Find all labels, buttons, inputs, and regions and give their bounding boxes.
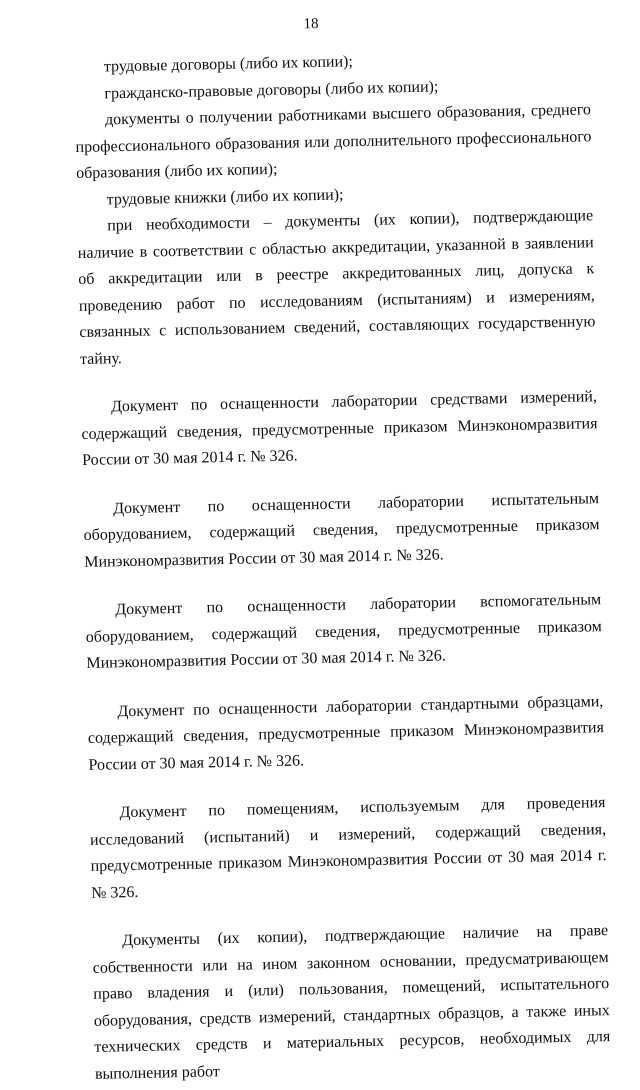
paragraph-ownership-documents: Документы (их копии), подтверждающие наличие на праве собственности или на ином законном основании, предусматривающем право владения и (или) пользования, помещений, испытательного оборудования, средств измерений, стандартных образцов, а также иных технических средств и материальных ресурсов, необходимых для выполнения работ [92, 922, 611, 1083]
paragraph-reference-materials: Документ по оснащенности лаборатории стандартными образцами, содержащий сведения, предусмотренные приказом Минэкономразвития России от 30 мая 2014 г. № 326. [87, 692, 605, 774]
document-body [74, 44, 612, 1088]
paragraph-civil-contracts: гражданско-правовые договоры (либо их копии); [104, 77, 439, 102]
paragraph-state-secret-clearance: при необходимости – документы (их копии), подтверждающие наличие в соответствии с областью аккредитации, указанной в заявлении об аккредитации или в реестре аккредитованных лиц, допуска к проведению работ по исследованиям (испытаниям) и измерениям, связанных с использованием сведений, составляющих государственную тайну. [77, 207, 596, 368]
paragraph-auxiliary-equipment: Документ по оснащенности лаборатории вспомогательным оборудованием, содержащий сведения, предусмотренные приказом Минэкономразвития России от 30 мая 2014 г. № 326. [85, 591, 602, 672]
paragraph-measuring-instruments: Документ по оснащенности лаборатории средствами измерений, содержащий сведения, предусмотренные приказом Минэкономразвития России от 30 мая 2014 г. № 326. [81, 388, 598, 469]
paragraph-work-books: трудовые книжки (либо их копии); [106, 185, 344, 208]
paragraph-testing-equipment: Документ по оснащенности лаборатории испытательным оборудованием, содержащий сведения, предусмотренные приказом Минэкономразвития России от 30 мая 2014 г. № 326. [83, 489, 600, 571]
page-number: 18 [303, 15, 319, 33]
paragraph-employment-contracts: трудовые договоры (либо их копии); [103, 53, 354, 76]
paragraph-premises: Документ по помещениям, используемым для проведения исследований (испытаний) и измерений, содержащий сведения, предусмотренные приказом Минэкономразвития России от 30 мая 2014 г. № 326. [89, 794, 607, 902]
paragraph-education-documents: документы о получении работниками высшего образования, среднего профессионального образования или дополнительного профессионального образования (либо их копии); [75, 101, 592, 183]
